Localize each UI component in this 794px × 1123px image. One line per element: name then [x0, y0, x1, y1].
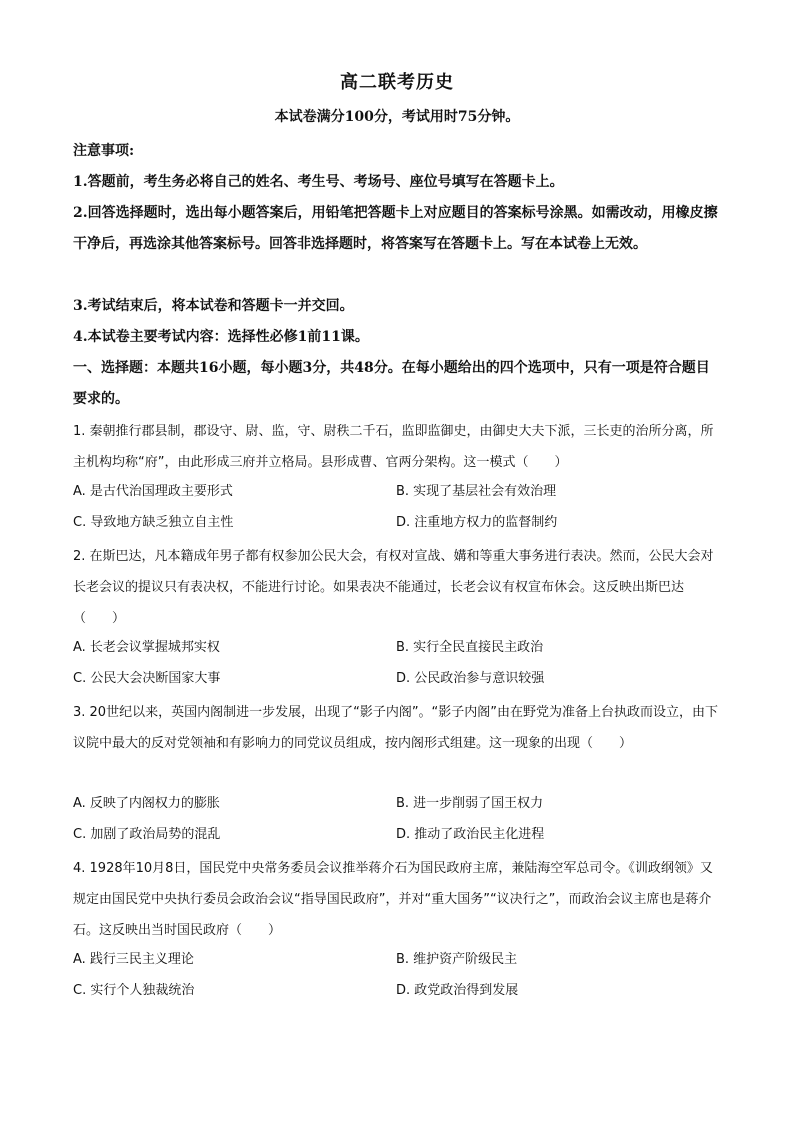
question-4-stem: 4. 1928年10月8日，国民党中央常务委员会议推举蒋介石为国民政府主席，兼陆海空军总司令。《训政纲领》又规定由国民党中央执行委员会政治会议“指导国民政府”，并对“重大国务”“议决行之”，而政治会议主席也是蒋介石。这反映出当时国民政府（ ） [73, 861, 713, 938]
question-2-option-d: D. 公民政治参与意识较强 [396, 671, 545, 686]
exam-subtitle: 本试卷满分100分，考试用时75分钟。 [274, 109, 520, 125]
question-1-stem: 1. 秦朝推行郡县制，郡设守、尉、监，守、尉秩二千石，监即监御史，由御史大夫下派，三长吏的治所分离，所主机构均称“府”，由此形成三府并立格局。县形成曹、官两分架构。这一模式（ ） [73, 424, 714, 470]
question-3-option-b: B. 进一步削弱了国王权力 [396, 796, 544, 811]
question-3-stem: 3. 20世纪以来，英国内阁制进一步发展，出现了“影子内阁”。“影子内阁”由在野党为准备上台执政而设立，由下议院中最大的反对党领袖和有影响力的同党议员组成，按内阁形式组建。这一现象的出现（ ） [73, 705, 719, 751]
exam-title: 高二联考历史 [340, 72, 454, 93]
notice-item-3: 3.考试结束后，将本试卷和答题卡一并交回。 [73, 298, 354, 314]
question-2-option-a: A. 长老会议掌握城邦实权 [73, 640, 220, 655]
section-heading: 一、选择题：本题共16小题，每小题3分，共48分。在每小题给出的四个选项中，只有一项是符合题目要求的。 [73, 360, 710, 407]
question-4-option-c: C. 实行个人独裁统治 [73, 983, 195, 998]
question-1-option-c: C. 导致地方缺乏独立自主性 [73, 515, 234, 530]
notice-heading: 注意事项: [73, 143, 135, 159]
question-1-option-a: A. 是古代治国理政主要形式 [73, 484, 233, 499]
question-1-option-b: B. 实现了基层社会有效治理 [396, 484, 557, 499]
question-2-stem: 2. 在斯巴达，凡本籍成年男子都有权参加公民大会，有权对宣战、媾和等重大事务进行表决。然而，公民大会对长老会议的提议只有表决权，不能进行讨论。如果表决不能通过，长老会议有权宣布休会。这反映出斯巴达（ ） [73, 549, 714, 626]
notice-item-4: 4.本试卷主要考试内容：选择性必修1前11课。 [73, 329, 369, 345]
notice-item-1: 1.答题前，考生务必将自己的姓名、考生号、考场号、座位号填写在答题卡上。 [73, 174, 564, 190]
question-3-option-a: A. 反映了内阁权力的膨胀 [73, 796, 220, 811]
question-1-option-d: D. 注重地方权力的监督制约 [396, 515, 558, 530]
question-3-option-d: D. 推动了政治民主化进程 [396, 827, 545, 842]
question-3-option-c: C. 加剧了政治局势的混乱 [73, 827, 221, 842]
question-4-option-a: A. 践行三民主义理论 [73, 952, 194, 967]
notice-item-2: 2.回答选择题时，选出每小题答案后，用铅笔把答题卡上对应题目的答案标号涂黑。如需改动，用橡皮擦干净后，再选涂其他答案标号。回答非选择题时，将答案写在答题卡上。写在本试卷上无效。 [73, 205, 718, 252]
question-2-option-c: C. 公民大会决断国家大事 [73, 671, 221, 686]
question-2-option-b: B. 实行全民直接民主政治 [396, 640, 544, 655]
question-4-option-b: B. 维护资产阶级民主 [396, 952, 518, 967]
question-4-option-d: D. 政党政治得到发展 [396, 983, 519, 998]
